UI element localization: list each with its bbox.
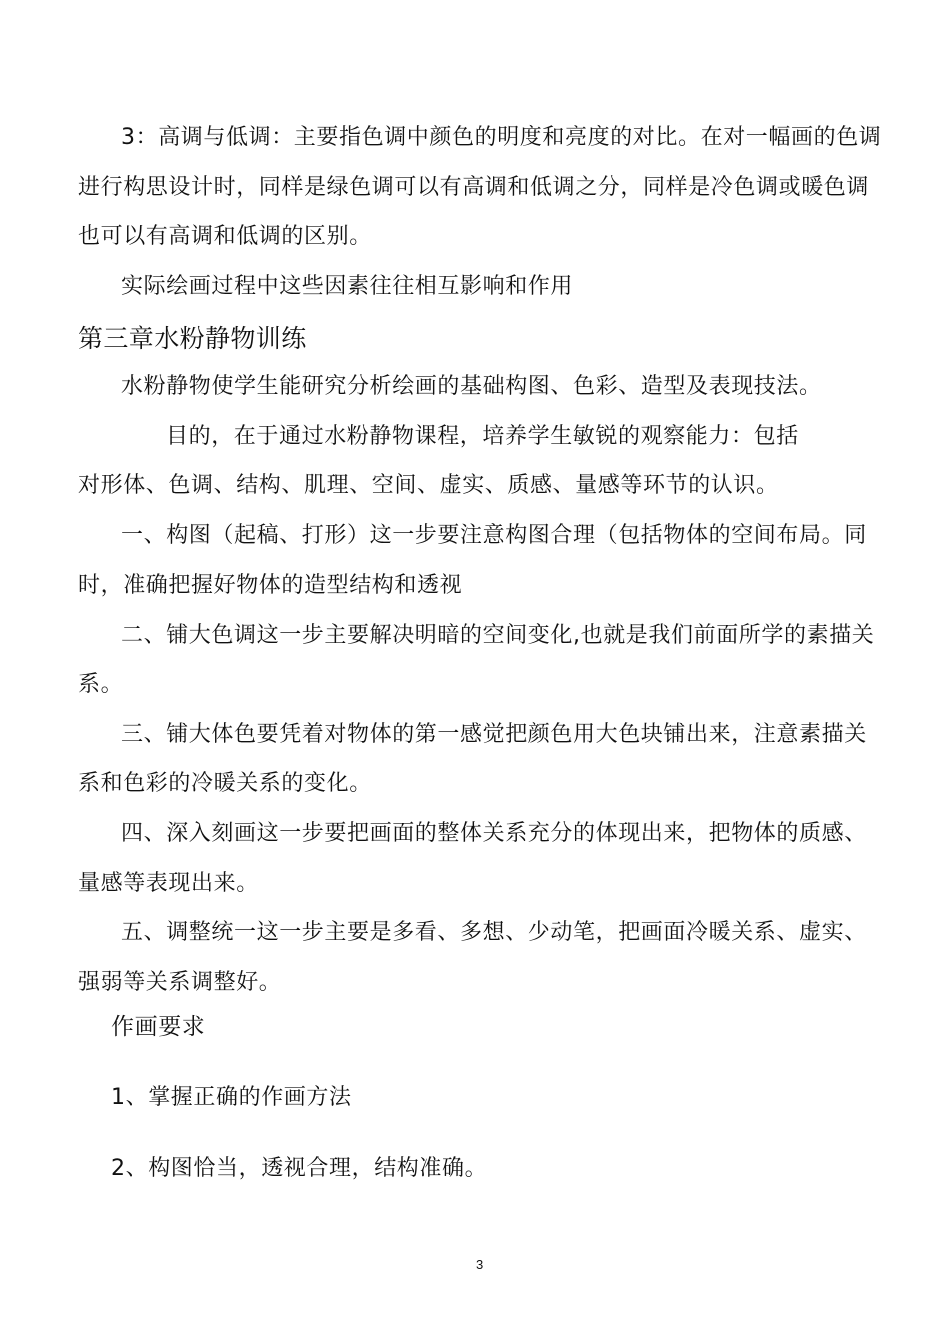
paragraph-line: 系。 xyxy=(78,672,124,697)
paragraph-line: 一、构图（起稿、打形）这一步要注意构图合理（包括物体的空间布局。同 xyxy=(121,523,867,548)
paragraph-line: 3：高调与低调：主要指色调中颜色的明度和亮度的对比。在对一幅画的色调 xyxy=(121,125,882,150)
page-number: 3 xyxy=(476,1257,484,1272)
paragraph-line: 目的，在于通过水粉静物课程，培养学生敏锐的观察能力：包括 xyxy=(166,424,799,449)
list-item: 2、构图恰当，透视合理，结构准确。 xyxy=(111,1156,488,1181)
paragraph-line: 实际绘画过程中这些因素往往相互影响和作用 xyxy=(121,274,574,299)
paragraph-line: 量感等表现出来。 xyxy=(78,871,259,896)
section-heading: 作画要求 xyxy=(111,1014,206,1040)
paragraph-line: 也可以有高调和低调的区别。 xyxy=(78,224,372,249)
paragraph-line: 时，准确把握好物体的造型结构和透视 xyxy=(78,573,463,598)
paragraph-line: 四、深入刻画这一步要把画面的整体关系充分的体现出来，把物体的质感、 xyxy=(121,821,867,846)
paragraph-line: 三、铺大体色要凭着对物体的第一感觉把颜色用大色块铺出来，注意素描关 xyxy=(121,722,867,747)
chapter-heading: 第三章水粉静物训练 xyxy=(78,324,307,353)
paragraph-line: 五、调整统一这一步主要是多看、多想、少动笔，把画面冷暖关系、虚实、 xyxy=(121,920,867,945)
paragraph-line: 系和色彩的冷暖关系的变化。 xyxy=(78,771,372,796)
paragraph-line: 二、铺大色调这一步主要解决明暗的空间变化,也就是我们前面所学的素描关 xyxy=(121,623,875,648)
paragraph-line: 水粉静物使学生能研究分析绘画的基础构图、色彩、造型及表现技法。 xyxy=(121,374,822,399)
list-item: 1、掌握正确的作画方法 xyxy=(111,1085,352,1110)
paragraph-line: 强弱等关系调整好。 xyxy=(78,970,282,995)
paragraph-line: 对形体、色调、结构、肌理、空间、虚实、质感、量感等环节的认识。 xyxy=(78,473,779,498)
paragraph-line: 进行构思设计时，同样是绿色调可以有高调和低调之分，同样是冷色调或暖色调 xyxy=(78,175,870,200)
